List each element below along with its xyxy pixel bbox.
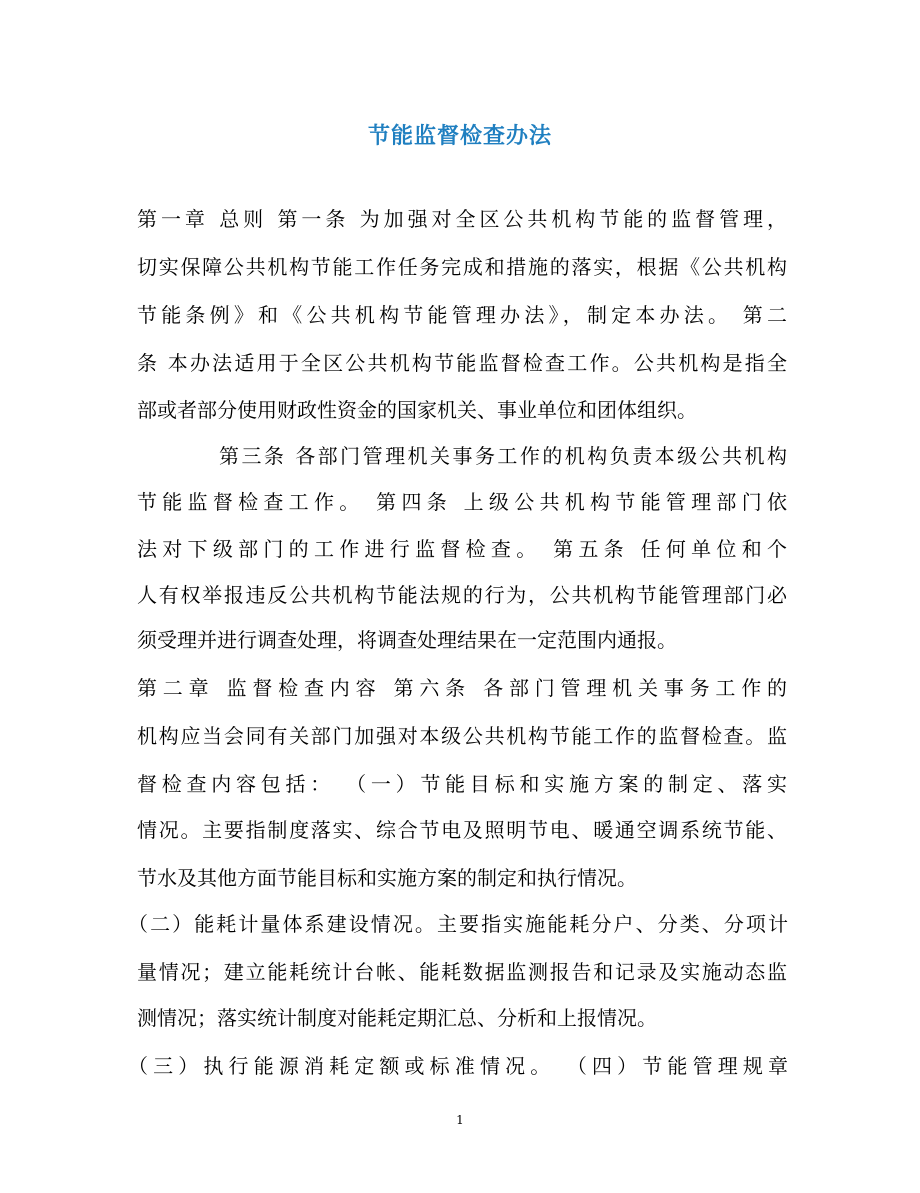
body-line-19-text: （三）执行能源消耗定额或标准情况。 （四）节能管理规章 <box>128 1054 788 1078</box>
body-line-14 <box>137 810 787 850</box>
body-line-11-text: 第二章 监督检查内容 第六条 各部门管理机关事务工作的 <box>137 676 787 700</box>
body-line-9-text: 人有权举报违反公共机构节能法规的行为，公共机构节能管理部门必 <box>137 583 787 607</box>
body-line-1 <box>137 199 787 239</box>
page-number: 1 <box>456 1113 464 1127</box>
body-line-8-text: 法对下级部门的工作进行监督检查。 第五条 任何单位和个 <box>137 537 787 561</box>
body-line-5 <box>137 390 787 430</box>
body-line-16 <box>128 904 788 944</box>
document-title: 节能监督检查办法 <box>367 123 552 149</box>
body-line-11 <box>137 668 787 708</box>
body-line-16-text: （二）能耗计量体系建设情况。主要指实施能耗分户、分类、分项计 <box>128 912 788 936</box>
body-line-17-text: 量情况；建立能耗统计台帐、能耗数据监测报告和记录及实施动态监 <box>137 960 787 984</box>
body-line-12-text: 机构应当会同有关部门加强对本级公共机构节能工作的监督检查。监 <box>137 724 787 748</box>
body-line-2 <box>137 247 787 287</box>
body-line-14-text: 情况。主要指制度落实、综合节电及照明节电、暖通空调系统节能、 <box>137 818 787 842</box>
body-line-3 <box>137 295 787 335</box>
body-line-13-text: 督检查内容包括： （一）节能目标和实施方案的制定、落实 <box>137 772 787 796</box>
body-line-2-text: 切实保障公共机构节能工作任务完成和措施的落实，根据《公共机构 <box>137 255 787 279</box>
body-line-5-text: 部或者部分使用财政性资金的国家机关、事业单位和团体组织。 <box>137 398 697 422</box>
body-line-4-text: 条 本办法适用于全区公共机构节能监督检查工作。公共机构是指全 <box>137 351 787 375</box>
body-line-15 <box>137 858 787 898</box>
body-line-7-text: 节能监督检查工作。 第四条 上级公共机构节能管理部门依 <box>137 490 787 514</box>
body-line-17 <box>137 952 787 992</box>
body-line-13 <box>137 764 787 804</box>
body-line-4 <box>137 343 787 383</box>
body-line-9 <box>137 575 787 615</box>
body-line-18-text: 测情况；落实统计制度对能耗定期汇总、分析和上报情况。 <box>137 1006 657 1030</box>
body-line-3-text: 节能条例》和《公共机构节能管理办法》，制定本办法。 第二 <box>137 303 787 327</box>
body-line-18 <box>137 998 787 1038</box>
body-line-8 <box>137 529 787 569</box>
body-line-1-text: 第一章 总则 第一条 为加强对全区公共机构节能的监督管理， <box>137 207 787 231</box>
body-line-10-text: 须受理并进行调查处理，将调查处理结果在一定范围内通报。 <box>137 628 677 652</box>
body-line-7 <box>137 482 787 522</box>
body-line-19 <box>128 1046 788 1086</box>
body-line-6 <box>219 436 787 476</box>
body-line-15-text: 节水及其他方面节能目标和实施方案的制定和执行情况。 <box>137 866 637 890</box>
body-line-6-text: 第三条 各部门管理机关事务工作的机构负责本级公共机构 <box>219 444 787 468</box>
body-line-10 <box>137 620 787 660</box>
body-line-12 <box>137 716 787 756</box>
